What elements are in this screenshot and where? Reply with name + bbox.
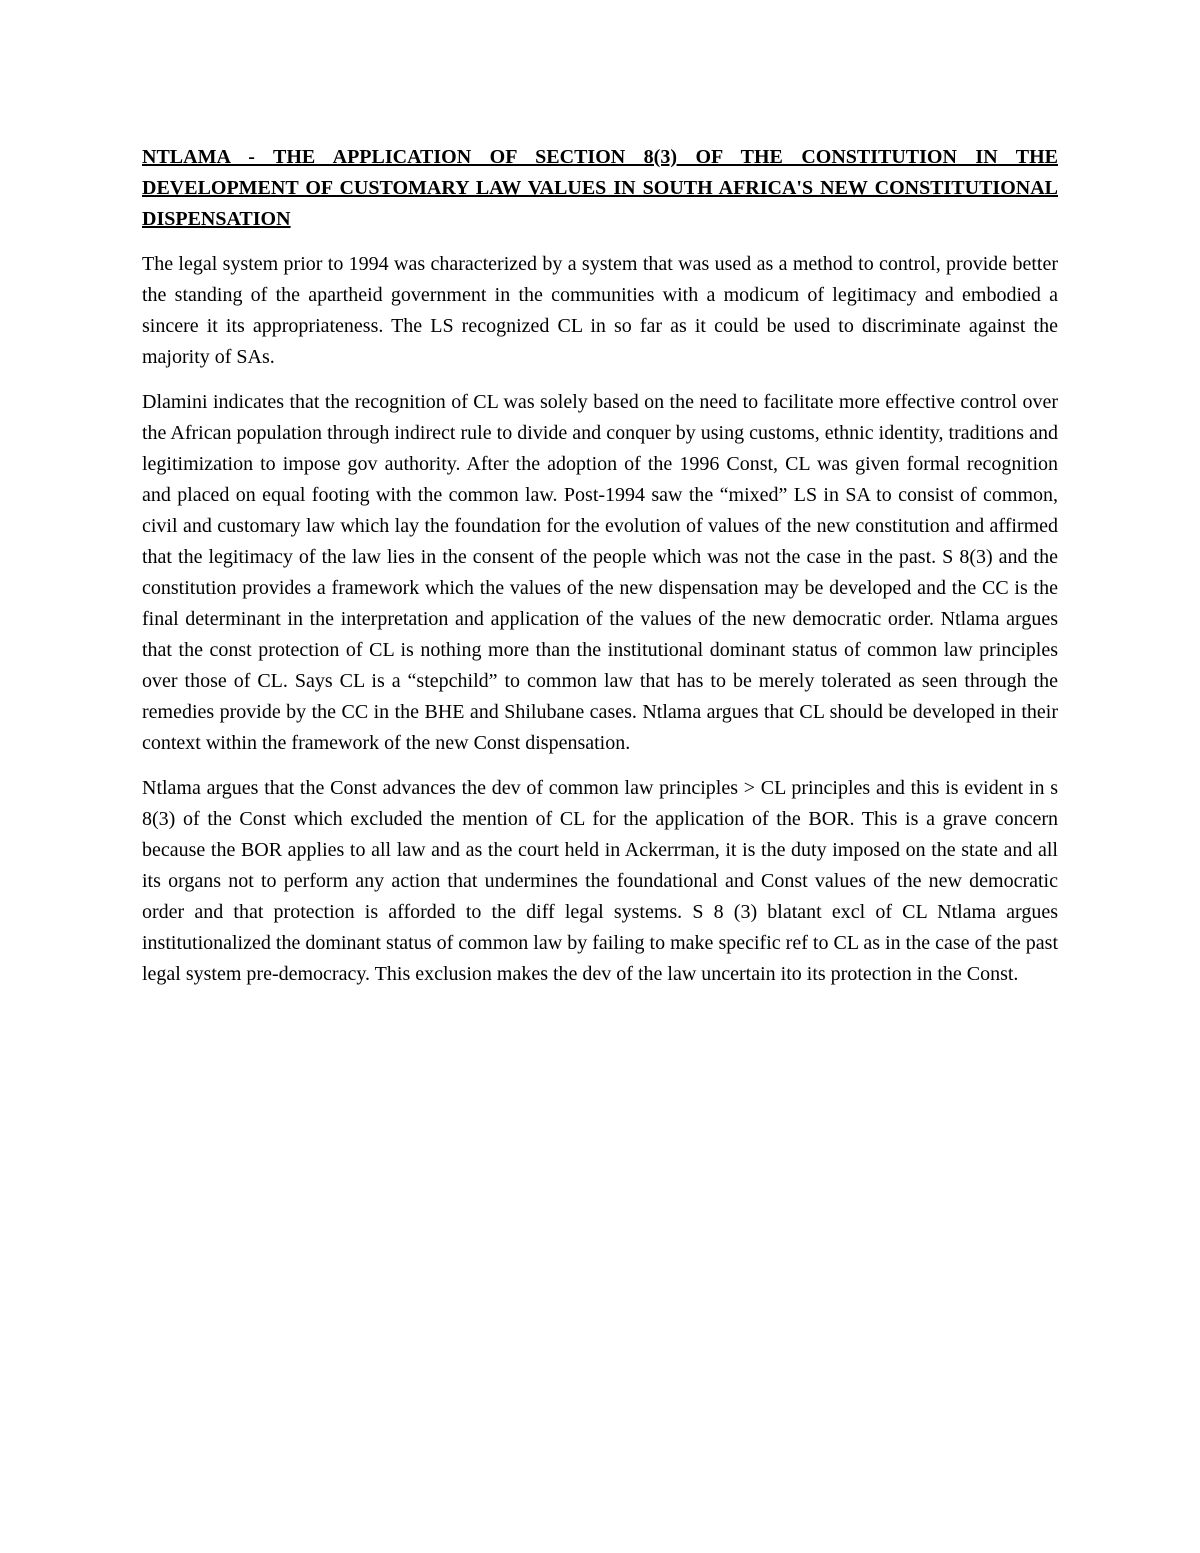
paragraph-1: The legal system prior to 1994 was characterized by a system that was used as a method to control, provide better the standing of the apartheid government in the communities with a modicum of legitimacy and embodied a sincere it its appropriateness. The LS recognized CL in so far as it could be used to discriminate against the majority of SAs. — [142, 253, 1058, 368]
document-title: NTLAMA - THE APPLICATION OF SECTION 8(3) OF THE CONSTITUTION IN THE DEVELOPMENT OF CUSTOMARY LAW VALUES IN SOUTH AFRICA'S NEW CONSTITUTIONAL DISPENSATION — [142, 146, 1058, 230]
paragraph-2: Dlamini indicates that the recognition of CL was solely based on the need to facilitate more effective control over the African population through indirect rule to divide and conquer by using customs, ethnic identity, traditions and legitimization to impose gov authority. After the adoption of the 1996 Const, CL was given formal recognition and placed on equal footing with the common law. Post-1994 saw the “mixed” LS in SA to consist of common, civil and customary law which lay the foundation for the evolution of values of the new constitution and affirmed that the legitimacy of the law lies in the consent of the people which was not the case in the past. S 8(3) and the constitution provides a framework which the values of the new dispensation may be developed and the CC is the final determinant in the interpretation and application of the values of the new democratic order. Ntlama argues that the const protection of CL is nothing more than the institutional dominant status of common law principles over those of CL. Says CL is a “stepchild” to common law that has to be merely tolerated as seen through the remedies provide by the CC in the BHE and Shilubane cases. Ntlama argues that CL should be developed in their context within the framework of the new Const dispensation. — [142, 391, 1058, 754]
paragraph-3: Ntlama argues that the Const advances the dev of common law principles > CL principles and this is evident in s 8(3) of the Const which excluded the mention of CL for the application of the BOR. This is a grave concern because the BOR applies to all law and as the court held in Ackerrman, it is the duty imposed on the state and all its organs not to perform any action that undermines the foundational and Const values of the new democratic order and that protection is afforded to the diff legal systems. S 8 (3) blatant excl of CL Ntlama argues institutionalized the dominant status of common law by failing to make specific ref to CL as in the case of the past legal system pre-democracy. This exclusion makes the dev of the law uncertain ito its protection in the Const. — [142, 777, 1058, 985]
document-body — [142, 142, 1058, 1004]
